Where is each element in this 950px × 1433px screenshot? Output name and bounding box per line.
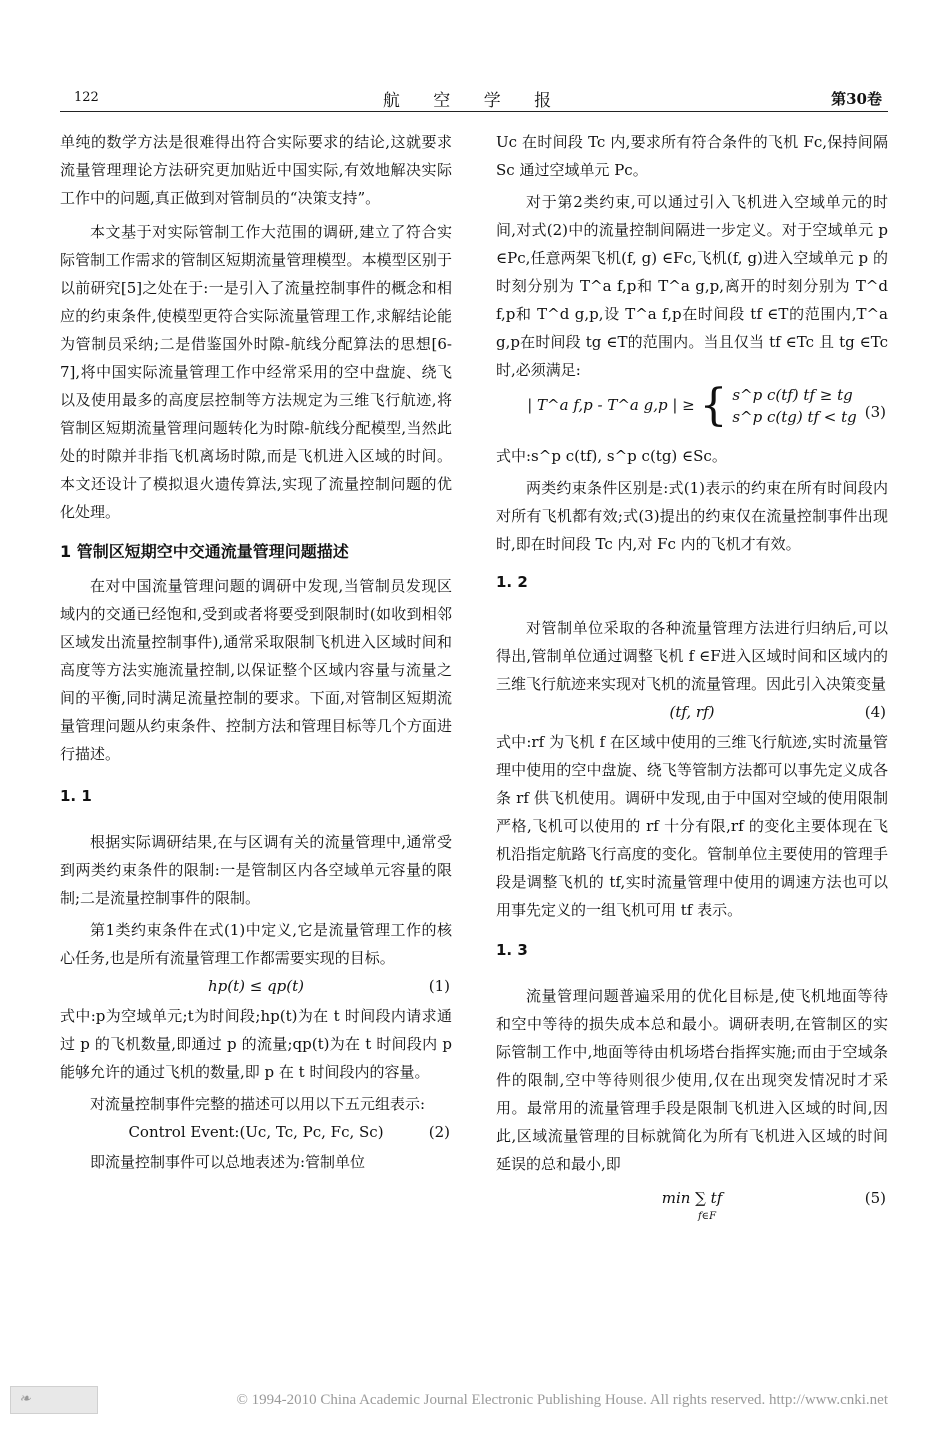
left-brace-icon: {	[699, 380, 728, 431]
paragraph: 对管制单位采取的各种流量管理方法进行归纳后,可以得出,管制单位通过调整飞机 f ∈F进入区域时间和区域内的三维飞行航迹来实现对飞机的流量管理。因此引入决策变量	[496, 619, 888, 693]
equation-case: s^p c(tf) tf ≥ tg	[732, 386, 853, 404]
equation-body: hp(t) ≤ qp(t)	[207, 977, 305, 995]
equation-3	[496, 380, 888, 442]
equation-number: (1)	[428, 977, 450, 995]
equation-body: Control Event:(Uc, Tc, Pc, Fc, Sc)	[128, 1123, 384, 1141]
equation-lhs: | T^a f,p - T^a g,p | ≥	[527, 396, 695, 414]
equation-case: s^p c(tg) tf < tg	[732, 408, 857, 426]
equation-number: (5)	[864, 1189, 886, 1207]
paragraph: 流量管理问题普遍采用的优化目标是,使飞机地面等待和空中等待的损失成本总和最小。调研表明,在管制区的实际管制工作中,地面等待由机场塔台指挥实施;而由于空域条件的限制,空中等待则很少使用,仅在出现突发情况时才采用。最常用的流量管理手段是限制飞机进入区域的时间,因此,区域流量管理的目标就简化为所有飞机进入区域的时间延误的总和最小,即	[496, 987, 888, 1173]
paragraph: 根据实际调研结果,在与区调有关的流量管理中,通常受到两类约束条件的限制:一是管制区内各空域单元容量的限制;二是流量控制事件的限制。	[60, 833, 452, 907]
copyright-notice: © 1994-2010 China Academic Journal Electronic Publishing House. All rights reserved. http://www.cnki.net	[236, 1392, 888, 1408]
paragraph: 在对中国流量管理问题的调研中发现,当管制员发现区域内的交通已经饱和,受到或者将要受到限制时(如收到相邻区域发出流量控制事件),通常采取限制飞机进入区域时间和高度等方法实施流量控制,以保证整个区域内容量与流量之间的平衡,同时满足流量控制的要求。下面,对管制区短期流量管理问题从约束条件、控制方法和管理目标等几个方面进行描述。	[60, 577, 452, 763]
journal-title: 航 空 学 报	[382, 91, 566, 111]
paragraph: 式中:s^p c(tf), s^p c(tg) ∈Sc。	[496, 447, 727, 465]
publisher-logo	[10, 1386, 98, 1414]
running-header	[60, 86, 888, 111]
equation-4	[496, 698, 888, 728]
equation-cases	[732, 384, 856, 428]
subsection-heading: 1. 3	[496, 941, 528, 959]
right-column	[496, 128, 888, 1224]
paragraph: 本文基于对实际管制工作大范围的调研,建立了符合实际管制工作需求的管制区短期流量管理模型。本模型区别于以前研究[5]之处在于:一是引入了流量控制事件的概念和相应的约束条件,使模型更符合实际流量管理工作,求解结论能为管制员采纳;二是借鉴国外时隙-航线分配算法的思想[6-7],将中国实际流量管理工作中经常采用的空中盘旋、绕飞以及使用最多的高度层控制等方法规定为三维飞行航迹,将管制区短期流量管理问题转化为时隙-航线分配模型,当然此处的时隙并非指飞机离场时隙,而是飞机进入区域的时间。本文还设计了模拟退火遗传算法,实现了流量控制问题的优化处理。	[60, 223, 452, 521]
section-heading: 1 管制区短期空中交通流量管理问题描述	[60, 542, 349, 561]
paragraph: 第1类约束条件在式(1)中定义,它是流量管理工作的核心任务,也是所有流量管理工作都需要实现的目标。	[60, 921, 452, 967]
paragraph: 两类约束条件区别是:式(1)表示的约束在所有时间段内对所有飞机都有效;式(3)提出的约束仅在流量控制事件出现时,即在时间段 Tc 内,对 Fc 内的飞机才有效。	[496, 479, 888, 553]
page-footer	[0, 1386, 950, 1414]
equation-subscript: f∈F	[697, 1211, 717, 1222]
paragraph: 单纯的数学方法是很难得出符合实际要求的结论,这就要求流量管理理论方法研究更加贴近中国实际,有效地解决实际工作中的问题,真正做到对管制员的“决策支持”。	[60, 133, 452, 207]
page-number: 122	[74, 90, 99, 105]
equation-number: (3)	[864, 403, 886, 421]
subsection-heading: 1. 2	[496, 573, 528, 591]
equation-2	[60, 1118, 452, 1148]
equation-number: (2)	[428, 1123, 450, 1141]
volume-label: 第30卷	[831, 90, 882, 108]
equation-number: (4)	[864, 703, 886, 721]
equation-5	[496, 1184, 888, 1224]
header-rule	[60, 111, 888, 112]
paragraph: Uc 在时间段 Tc 内,要求所有符合条件的飞机 Fc,保持间隔 Sc 通过空域单元 Pc。	[496, 133, 888, 179]
logo-mark-icon: ❧	[19, 1391, 31, 1407]
paragraph: 式中:p为空域单元;t为时间段;hp(t)为在 t 时间段内请求通过 p 的飞机数量,即通过 p 的流量;qp(t)为在 t 时间段内 p 能够允许的通过飞机的数量,即 p 在 t 时间段内的容量。	[60, 1007, 452, 1081]
subsection-heading: 1. 1	[60, 787, 92, 805]
equation-1	[60, 972, 452, 1002]
equation-body: min ∑ tf	[661, 1189, 723, 1207]
paragraph: 对于第2类约束,可以通过引入飞机进入空域单元的时间,对式(2)中的流量控制间隔进一步定义。对于空域单元 p ∈Pc,任意两架飞机(f, g) ∈Fc,飞机(f, g)进入空域单元 p 的时刻分别为 T^a f,p和 T^a g,p,离开的时刻分别为 T^d f,p和 T^d g,p,设 T^a f,p在时间段 tf ∈T的范围内,T^a g,p在时间段 tg ∈T的范围内。当且仅当 tf ∈Tc 且 tg ∈Tc 时,必须满足:	[496, 193, 888, 379]
equation-body: (tf, rf)	[669, 703, 715, 721]
paragraph: 即流量控制事件可以总地表述为:管制单位	[90, 1153, 366, 1171]
left-column	[60, 128, 452, 1176]
paragraph: 式中:rf 为飞机 f 在区域中使用的三维飞行航迹,实时流量管理中使用的空中盘旋、绕飞等管制方法都可以事先定义成各条 rf 供飞机使用。调研中发现,由于中国对空域的使用限制严格,飞机可以使用的 rf 十分有限,rf 的变化主要体现在飞机沿指定航路飞行高度的变化。管制单位主要使用的管理手段是调整飞机的 tf,实时流量管理中使用的调速方法也可以用事先定义的一组飞机可用 tf 表示。	[496, 733, 888, 919]
paragraph: 对流量控制事件完整的描述可以用以下五元组表示:	[90, 1095, 426, 1113]
